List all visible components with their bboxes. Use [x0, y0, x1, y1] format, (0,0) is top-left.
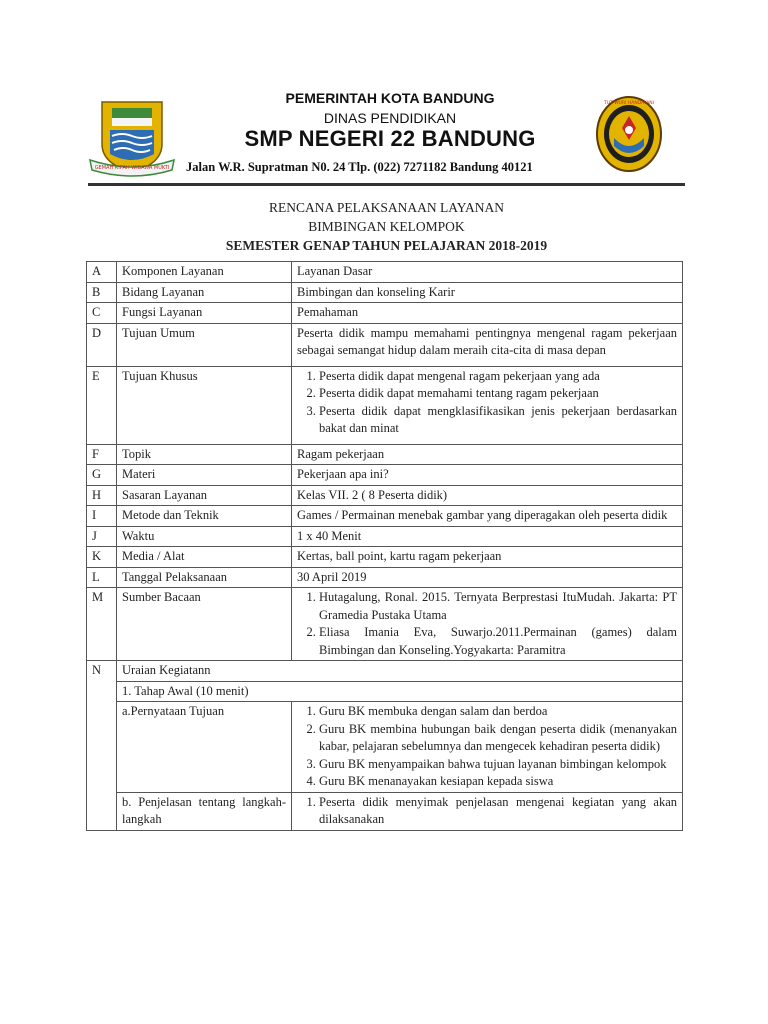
school-name: SMP NEGERI 22 BANDUNG — [244, 126, 536, 151]
title-line-2: BIMBINGAN KELOMPOK — [308, 219, 465, 234]
row-label: Bidang Layanan — [117, 282, 292, 303]
table-row — [87, 567, 683, 588]
sub-activity-steps — [292, 702, 683, 793]
row-code: L — [87, 567, 117, 588]
government-name: PEMERINTAH KOTA BANDUNG — [285, 90, 495, 106]
title-line-1: RENCANA PELAKSANAAN LAYANAN — [268, 200, 505, 215]
row-value — [292, 366, 683, 444]
row-label: Topik — [117, 444, 292, 465]
row-code: M — [87, 588, 117, 661]
department-name: DINAS PENDIDIKAN — [323, 110, 457, 126]
stage-title: 1. Tahap Awal (10 menit) — [117, 681, 683, 702]
row-label: Metode dan Teknik — [117, 506, 292, 527]
row-label: Tanggal Pelaksanaan — [117, 567, 292, 588]
list-item: 1. Peserta didik dapat mengenal ragam pekerjaan yang ada — [319, 368, 677, 386]
row-code: N — [87, 661, 117, 831]
row-code: K — [87, 547, 117, 568]
letterhead — [0, 0, 768, 190]
school-emblem-icon — [596, 96, 662, 172]
row-value: Bimbingan dan konseling Karir — [292, 282, 683, 303]
row-value: Layanan Dasar — [292, 262, 683, 283]
table-row — [87, 588, 683, 661]
table-row — [87, 526, 683, 547]
explanation-steps-list — [297, 794, 677, 829]
row-value: Kertas, ball point, kartu ragam pekerjaan — [292, 547, 683, 568]
row-code: J — [87, 526, 117, 547]
table-row — [87, 506, 683, 527]
row-code: F — [87, 444, 117, 465]
row-value: 1 x 40 Menit — [292, 526, 683, 547]
row-code: G — [87, 465, 117, 486]
row-value: Pemahaman — [292, 303, 683, 324]
table-row — [87, 792, 683, 830]
table-row — [87, 465, 683, 486]
sub-activity-steps — [292, 792, 683, 830]
row-label: Sasaran Layanan — [117, 485, 292, 506]
row-code: H — [87, 485, 117, 506]
list-item: 2. Peserta didik dapat memahami tentang ragam pekerjaan — [319, 385, 677, 403]
row-label: Materi — [117, 465, 292, 486]
row-value: Games / Permainan menebak gambar yang diperagakan oleh peserta didik — [292, 506, 683, 527]
opening-steps-list — [297, 703, 677, 791]
table-row — [87, 547, 683, 568]
list-item: 3. Peserta didik dapat mengklasifikasikan jenis pekerjaan berdasarkan bakat dan minat — [319, 403, 677, 438]
bandung-city-crest-icon — [88, 98, 176, 180]
row-code: D — [87, 323, 117, 366]
list-item: 4. Guru BK menanayakan kesiapan kepada siswa — [319, 773, 677, 791]
table-row — [87, 366, 683, 444]
row-code: A — [87, 262, 117, 283]
row-label: Media / Alat — [117, 547, 292, 568]
document-title — [88, 198, 685, 255]
table-row — [87, 282, 683, 303]
row-label: Sumber Bacaan — [117, 588, 292, 661]
row-value: Ragam pekerjaan — [292, 444, 683, 465]
row-value — [292, 588, 683, 661]
svg-text:GEMAH RIPAH WIBAWA MUKTI: GEMAH RIPAH WIBAWA MUKTI — [94, 165, 170, 171]
list-item: 2. Eliasa Imania Eva, Suwarjo.2011.Permainan (games) dalam Bimbingan dan Konseling.Yogyakarta: Paramitra — [319, 624, 677, 659]
specific-goals-list — [297, 368, 677, 438]
row-label: Komponen Layanan — [117, 262, 292, 283]
table-row — [87, 444, 683, 465]
table-row — [87, 681, 683, 702]
list-item: 2. Guru BK membina hubungan baik dengan peserta didik (menanyakan kabar, pelajaran sebelumnya dan mengecek kehadiran peserta didik) — [319, 721, 677, 756]
references-list — [297, 589, 677, 659]
row-code: E — [87, 366, 117, 444]
row-code: C — [87, 303, 117, 324]
service-plan-table — [86, 261, 683, 831]
table-row — [87, 702, 683, 793]
list-item: 3. Guru BK menyampaikan bahwa tujuan layanan bimbingan kelompok — [319, 756, 677, 774]
row-label: Uraian Kegiatann — [117, 661, 683, 682]
school-address: Jalan W.R. Supratman N0. 24 Tlp. (022) 7271182 Bandung 40121 — [186, 160, 533, 174]
row-code: B — [87, 282, 117, 303]
row-label: Tujuan Khusus — [117, 366, 292, 444]
table-row — [87, 661, 683, 682]
sub-activity-label: b. Penjelasan tentang langkah-langkah — [117, 792, 292, 830]
title-line-3: SEMESTER GENAP TAHUN PELAJARAN 2018-2019 — [225, 238, 548, 253]
letterhead-divider — [88, 183, 685, 186]
list-item: 1. Hutagalung, Ronal. 2015. Ternyata Berprestasi ItuMudah. Jakarta: PT Gramedia Pustaka Utama — [319, 589, 677, 624]
table-row — [87, 303, 683, 324]
row-label: Waktu — [117, 526, 292, 547]
row-value: Peserta didik mampu memahami pentingnya mengenal ragam pekerjaan sebagai semangat hidup dalam meraih cita-cita di masa depan — [292, 323, 683, 366]
sub-activity-label: a.Pernyataan Tujuan — [117, 702, 292, 793]
table-row — [87, 485, 683, 506]
row-code: I — [87, 506, 117, 527]
row-label: Tujuan Umum — [117, 323, 292, 366]
table-row — [87, 262, 683, 283]
row-value: 30 April 2019 — [292, 567, 683, 588]
list-item: 1. Peserta didik menyimak penjelasan mengenai kegiatan yang akan dilaksanakan — [319, 794, 677, 829]
svg-text:TUT WURI HANDAYANI: TUT WURI HANDAYANI — [604, 101, 654, 106]
table-row — [87, 323, 683, 366]
list-item: 1. Guru BK membuka dengan salam dan berdoa — [319, 703, 677, 721]
row-value: Pekerjaan apa ini? — [292, 465, 683, 486]
row-label: Fungsi Layanan — [117, 303, 292, 324]
row-value: Kelas VII. 2 ( 8 Peserta didik) — [292, 485, 683, 506]
